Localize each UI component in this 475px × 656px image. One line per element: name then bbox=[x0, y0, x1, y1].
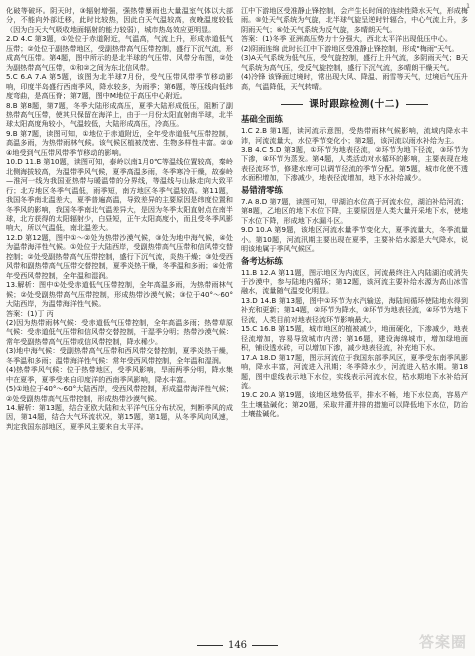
answer-paragraph: 19.C 20.A 第19题，该地区地势低平，排水不畅，地下水位高，容易产生土壤盐碱化；第20题，采取井灌井排的措施可以降低地下水位，防治土壤盐碱化。 bbox=[241, 390, 468, 419]
answer-paragraph: 答案：(1)丁 丙 bbox=[6, 308, 54, 318]
title-rule bbox=[281, 104, 303, 105]
page-number bbox=[0, 640, 475, 651]
subsection-heading: 基础全面练 bbox=[241, 114, 283, 125]
answer-paragraph: 9.D 10.A 第9题，该地区河流水量季节变化大，夏季流量大，冬季流量小。第10题，河流汛期主要出现在夏季，主要补给水源是大气降水，说明该地属于季风气候区。 bbox=[241, 225, 468, 254]
answer-paragraph: 5.C 6.A 7.A 第5题，该图为北半球7月份，受气压带风带季节移动影响，印度半岛盛行西南季风，降水较多，为雨季；第6题，等压线向低纬度弯曲，是高压脊；第7题，图中M地位于高压中心附近。 bbox=[6, 72, 233, 101]
answer-paragraph: 答案：(1)冬季 亚洲高压势力十分强大，西北太平洋出现低压中心。 bbox=[241, 34, 452, 44]
page-number-rule bbox=[197, 645, 223, 646]
subsection-heading: 备考达标练 bbox=[241, 255, 283, 266]
answer-paragraph: 江中下游地区受准静止锋控制，会产生长时间的连续性降水天气，形成梅雨。⑤处天气系统为气旋，北半球气旋呈逆时针辐合，中心气流上升，多阴雨天气；⑥处天气系统为反气旋，多晴朗天气。 bbox=[241, 6, 468, 34]
answer-paragraph: 3.B 4.C 5.D 第3题，①环节为地表径流，②环节为地下径流，③环节为下渗，④环节为蒸发。第4题，人类活动对水循环的影响，主要表现在地表径流环节，修建水库可以调节径流的季节分配。第5题，城市化使不透水面积增加，下渗减少，地表径流增加，地下水补给减少。 bbox=[241, 144, 468, 183]
section-title-text: 课时跟踪检测(十二) bbox=[309, 99, 400, 111]
answer-paragraph: 8.B 第8题，第7题，冬季大陆形成高压，夏季大陆形成低压，阻断了副热带高气压带，使其只保留在海洋上，由于一月份太阳直射南半球，北半球太阳高度角较小，气温较低，大陆形成高压，冷高压。 bbox=[6, 100, 233, 129]
answer-paragraph: (5)①地位于40°～60°大陆西岸，受西风带控制，形成温带海洋性气候；②处受副热带高气压带控制，形成热带沙漠气候。 bbox=[6, 384, 233, 403]
subsection-heading: 易错清零练 bbox=[241, 184, 283, 195]
answer-paragraph: 9.B 第7题，读图可知，①地位于赤道附近，全年受赤道低气压带控制，高温多雨，为热带雨林气候。该气候区植被茂密、生物多样性丰富。②③④地受到气压带风带季节移动的影响。 bbox=[6, 128, 233, 157]
answer-paragraph: 15.C 16.B 第15题，城市地区的植被减少，地面硬化，下渗减少，地表径流增加，容易导致城市内涝；第16题，建设海绵城市，增加绿地面积，铺设透水砖，可以增加下渗，减少地表径流，补充地下水。 bbox=[241, 324, 468, 353]
answer-paragraph: 化破等破坏。阴天时，③辐射增强，强热带暴雨也大量温室气体以大部分，不能向外部迁移，此时比较热，因此白天气温较高，夜晚温度较低（因为白天大气吸收地面辐射的能力较弱），城市热岛效应更明显。 bbox=[6, 6, 233, 34]
page-number-text: 146 bbox=[227, 640, 248, 651]
answer-paragraph: (2)因为热带雨林气候：受赤道低气压带控制，全年高温多雨；热带草原气候：受赤道低气压带和信风带交替控制，干湿季分明；热带沙漠气候：常年受副热带高气压带或信风带控制，降水稀少。 bbox=[6, 317, 233, 346]
page-number-rule bbox=[252, 645, 278, 646]
corner-mark: 1 bbox=[466, 3, 470, 10]
title-rule bbox=[406, 104, 428, 105]
answer-paragraph: 11.B 12.A 第11题，图示地区为内流区，河流最终注入内陆湖泊或消失于沙漠中，参与陆地内循环；第12题，该河流主要补给水源为高山冰雪融水，流量随气温变化明显。 bbox=[241, 267, 468, 296]
answer-paragraph: 13.解析：图中①处受赤道低气压带控制，全年高温多雨，为热带雨林气候；②处受副热带高气压带控制，形成热带沙漠气候；③位于40°～60°大陆西岸，为温带海洋性气候。 bbox=[6, 280, 233, 309]
answer-paragraph: 13.D 14.B 第13题，图中①环节为水汽输送，海陆间循环使陆地水得到补充和更新；第14题，②环节为降水，③环节为地表径流，④环节为地下径流，人类目前对地表径流环节影响最大。 bbox=[241, 295, 468, 324]
answer-paragraph: (4)热带季风气候：位于热带地区，受季风影响，旱雨两季分明，降水集中在夏季，夏季受来自印度洋的西南季风影响，降水丰富。 bbox=[6, 365, 233, 384]
section-title bbox=[241, 96, 468, 110]
answer-paragraph: (4)冷锋 该锋面过境时，常出现大风、降温、雨雪等天气，过境后气压升高，气温降低，天气转晴。 bbox=[241, 72, 468, 91]
answer-paragraph: (3)地中海气候：受副热带高气压带和西风带交替控制，夏季炎热干燥，冬季温和多雨；温带海洋性气候：常年受西风带控制，全年温和湿润。 bbox=[6, 346, 233, 365]
answer-paragraph: 14.解析：第13题，结合亚欧大陆和太平洋气压分布状况，判断季风的成因，第14题，结合大气环流状况，第15题，第1题，从冬季风向风速，判定我国东部地区，夏季风主要来自太平洋。 bbox=[6, 403, 233, 431]
answer-paragraph: 12.D 第12题，图中①～②处为热带沙漠气候，③处为地中海气候，④处为温带海洋性气候。①处位于大陆西岸，受副热带高气压带和信风带交替控制；②处受副热带高气压带控制，盛行下沉气流，炎热干燥；③处受西风带和副热带高气压带交替控制，夏季炎热干燥，冬季温和多雨；④处常年受西风带控制，全年温和湿润。 bbox=[6, 232, 233, 280]
answer-paragraph: 2.D 4.C 第3题，①处位于赤道附近，气温高，气流上升，形成赤道低气压带；②处位于副热带地区，受副热带高气压带控制，盛行下沉气流，形成高气压带。第4题，图中所示的是北半球的气压带、风带分布图，②处为副热带高气压带，①和②之间为东北信风带。 bbox=[6, 34, 233, 72]
answer-paragraph: (2)阴雨连绵 此时长江中下游地区受准静止锋控制，形成"梅雨"天气。 bbox=[241, 43, 459, 53]
answer-paragraph: 10.D 11.B 第10题，读图可知，泰岭以南1月0℃等温线位置较高，秦岭北侧海拔较高，为温带季风气候，夏季高温多雨，冬季寒冷干燥，故泰岭—淮河一线为我国亚热带与暖温带的分界线，等温线与山脉走向大致平行；北方地区冬季气温低，雨季短，南方地区冬季气温较高。第11题，我国冬季南北温差大，夏季普遍高温，导致差异的主要原因是纬度位置和冬季风的影响，我国冬季南北气温差异大，是因为冬季太阳直射点在南半球，北方获得的太阳辐射少，白昼短，正午太阳高度小，而且受冬季风影响大，所以气温低，南北温差大。 bbox=[6, 157, 233, 233]
document-page bbox=[6, 6, 469, 634]
answer-paragraph: 17.A 18.D 第17题，图示河流位于我国东部季风区，夏季受东南季风影响，降水丰富，河流进入汛期；冬季降水少，河流进入枯水期。第18题，图中虚线表示地下水位，实线表示河流水位，枯水期地下水补给河流。 bbox=[241, 352, 468, 390]
watermark-logo: 答案圈 bbox=[418, 633, 467, 651]
answer-paragraph: (3)A天气系统为低气压，受气旋控制，盛行上升气流，多阴雨天气；B天气系统为高气压，受反气旋控制，盛行下沉气流，多晴朗干燥天气。 bbox=[241, 53, 468, 72]
answer-paragraph: 1.C 2.B 第1题，读河流示意图，受热带雨林气候影响，流域内降水丰沛，河流流量大，水位季节变化小；第2题，该河流以雨水补给为主。 bbox=[241, 126, 468, 145]
left-column bbox=[6, 6, 233, 634]
right-column bbox=[241, 6, 468, 634]
answer-paragraph: 7.A 8.D 第7题，读图可知，甲湖泊水位高于河流水位，湖泊补给河流；第8题，乙地区的地下水位下降，主要原因是人类大量开采地下水，使地下水位下降，形成地下水漏斗区。 bbox=[241, 196, 468, 225]
